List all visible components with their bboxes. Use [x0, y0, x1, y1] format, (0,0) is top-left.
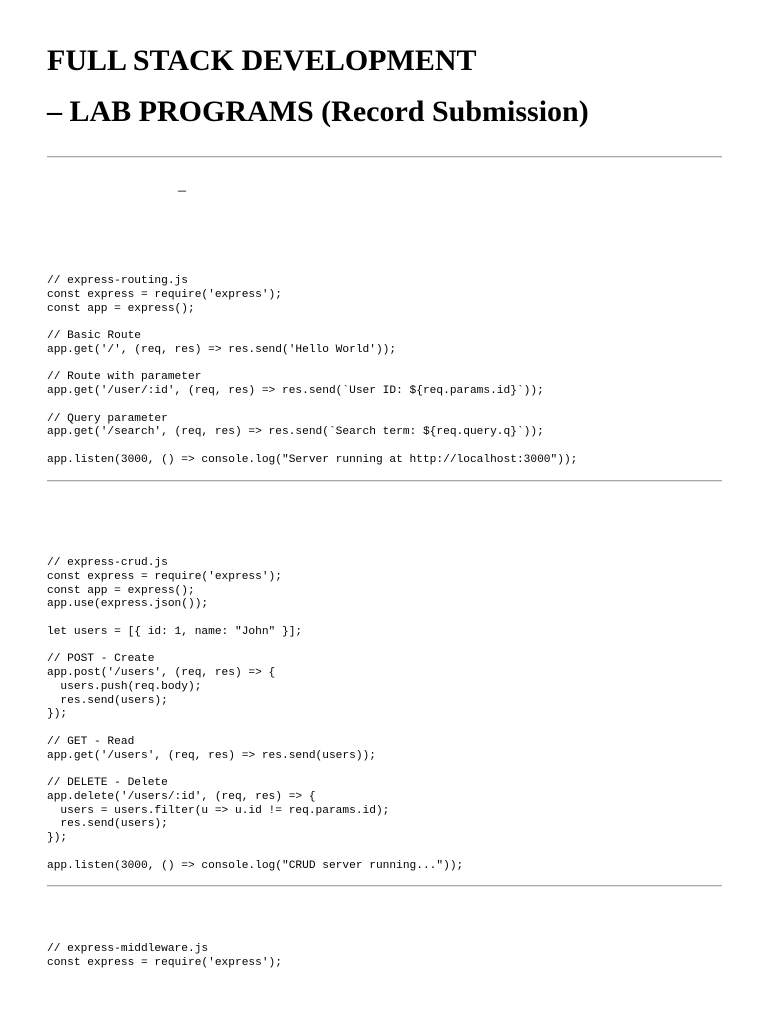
code-line [47, 316, 577, 330]
code-block-express-middleware [47, 943, 282, 971]
code-line: const express = require('express'); [47, 956, 282, 969]
code-line: users = users.filter(u => u.id != req.params.id); [47, 804, 390, 817]
code-line: const express = require('express'); [47, 288, 282, 301]
code-line: app.post('/users', (req, res) => { [47, 667, 276, 679]
code-line [47, 640, 463, 654]
code-line [47, 846, 463, 860]
code-line: users.push(req.body); [47, 680, 202, 693]
code-line [47, 763, 463, 777]
code-line: // GET - Read [47, 735, 135, 748]
code-line: app.listen(3000, () => console.log("CRUD server running...")); [47, 859, 464, 872]
code-line: app.delete('/users/:id', (req, res) => { [47, 790, 316, 803]
code-line [47, 440, 577, 454]
code-line: app.use(express.json()); [47, 598, 209, 611]
subtitle-dash: – [178, 182, 186, 199]
code-line: res.send(users); [47, 694, 168, 707]
code-block-express-routing [47, 275, 577, 468]
horizontal-divider [47, 480, 722, 482]
code-line: const app = express(); [47, 302, 195, 315]
code-line: const express = require('express'); [47, 570, 282, 583]
code-line: // express-crud.js [47, 557, 168, 569]
code-line [47, 612, 463, 626]
code-line: }); [47, 708, 68, 721]
document-title-line-1: FULL STACK DEVELOPMENT [47, 44, 477, 77]
code-line: // express-middleware.js [47, 943, 209, 955]
horizontal-divider [47, 885, 722, 887]
code-line: }); [47, 832, 68, 844]
code-line: app.listen(3000, () => console.log("Server running at http://localhost:3000")); [47, 453, 578, 466]
code-line: // DELETE - Delete [47, 777, 168, 789]
code-line: // Basic Route [47, 330, 141, 342]
code-line: // Route with parameter [47, 371, 202, 384]
code-line: res.send(users); [47, 818, 168, 831]
code-line: const app = express(); [47, 584, 195, 597]
code-line: // Query parameter [47, 412, 168, 425]
code-block-express-crud [47, 557, 463, 873]
code-line [47, 722, 463, 736]
horizontal-divider [47, 156, 722, 158]
code-line [47, 399, 577, 413]
code-line: app.get('/users', (req, res) => res.send(users)); [47, 749, 376, 762]
code-line: // express-routing.js [47, 275, 188, 287]
code-line [47, 358, 577, 372]
document-title-line-2: – LAB PROGRAMS (Record Submission) [47, 95, 589, 128]
code-line: app.get('/', (req, res) => res.send('Hello World')); [47, 343, 397, 356]
code-line: app.get('/user/:id', (req, res) => res.send(`User ID: ${req.params.id}`)); [47, 385, 544, 397]
code-line: // POST - Create [47, 653, 155, 666]
code-line: let users = [{ id: 1, name: "John" }]; [47, 625, 303, 638]
code-line: app.get('/search', (req, res) => res.send(`Search term: ${req.query.q}`)); [47, 426, 544, 439]
